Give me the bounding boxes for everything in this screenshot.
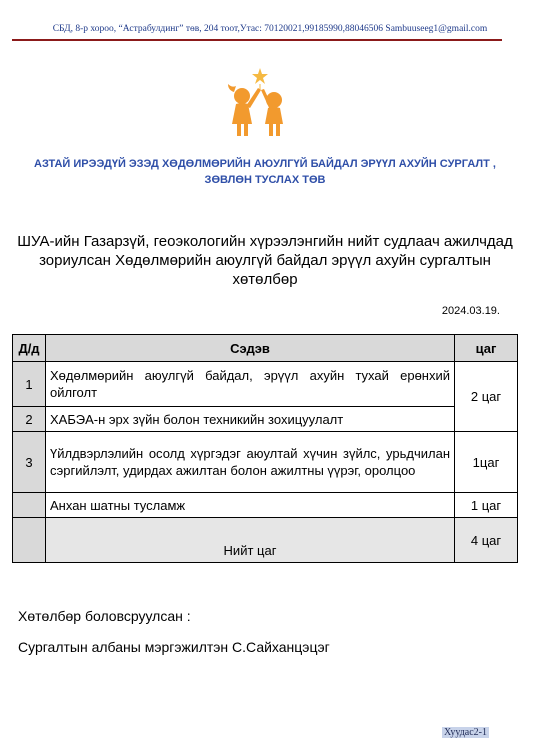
table-row: [13, 493, 518, 518]
total-row-number: [13, 518, 46, 563]
row-number: [13, 493, 46, 518]
row-number: 3: [13, 432, 46, 493]
prepared-by-name: Сургалтын албаны мэргэжилтэн С.Сайханцэцэг: [18, 639, 330, 655]
total-hours: 4 цаг: [455, 518, 518, 563]
organization-name: АЗТАЙ ИРЭЭДҮЙ ЭЗЭД ХӨДӨЛМӨРИЙН АЮУЛГҮЙ БАЙДАЛ ЭРҮҮЛ АХУЙН СУРГАЛТ , ЗӨВЛӨН ТУСЛАХ ТӨВ: [34, 158, 496, 186]
prepared-by-label: Хөтөлбөр боловсруулсан :: [18, 608, 191, 624]
row-number: 2: [13, 407, 46, 432]
page-reference: Хуудас2-1: [444, 727, 488, 738]
training-schedule-table: [12, 334, 518, 563]
row-hours: 1цаг: [455, 432, 518, 493]
document-title: ШУА-ийн Газарзүй, геоэкологийн хүрээлэнгийн нийт судлаач ажилчдад зориулсан Хөдөлмөрийн аюулгүй байдал эрүүл ахуйн сургалтын хөтөлбөр: [17, 233, 513, 288]
row-number: 1: [13, 362, 46, 407]
document-date: 2024.03.19.: [441, 305, 500, 317]
total-label: Нийт цаг: [46, 518, 455, 563]
row-topic: Хөдөлмөрийн аюулгүй байдал, эрүүл ахуйн тухай ерөнхий ойлголт: [46, 362, 455, 407]
table-row: [13, 407, 518, 432]
total-row: [13, 518, 518, 563]
contact-line: СБД, 8-р хороо, “Астрабулдинг” төв, 204 тоот,Утас: 70120021,99185990,88046506 Sambuuseeg1@gmail.com: [52, 24, 488, 34]
row-topic: ХАБЭА-н эрх зүйн болон техникийн зохицуулалт: [46, 407, 455, 432]
row-hours: 2 цаг: [455, 362, 518, 432]
table-row: [13, 432, 518, 493]
header-divider: [12, 39, 502, 41]
row-topic: Үйлдвэрлэлийн осолд хүргэдэг аюултай хүчин зүйлс, урьдчилан сэргийлэлт, удирдах ажилтан болон ажилтны үүрэг, оролцоо: [46, 432, 455, 493]
column-header-topic: Сэдэв: [46, 335, 455, 362]
row-hours: 1 цаг: [455, 493, 518, 518]
column-header-number: Д/д: [13, 335, 46, 362]
table-row: [13, 362, 518, 407]
children-star-logo-icon: [224, 66, 292, 138]
column-header-hours: цаг: [455, 335, 518, 362]
row-topic: Анхан шатны тусламж: [46, 493, 455, 518]
table-header-row: [13, 335, 518, 362]
